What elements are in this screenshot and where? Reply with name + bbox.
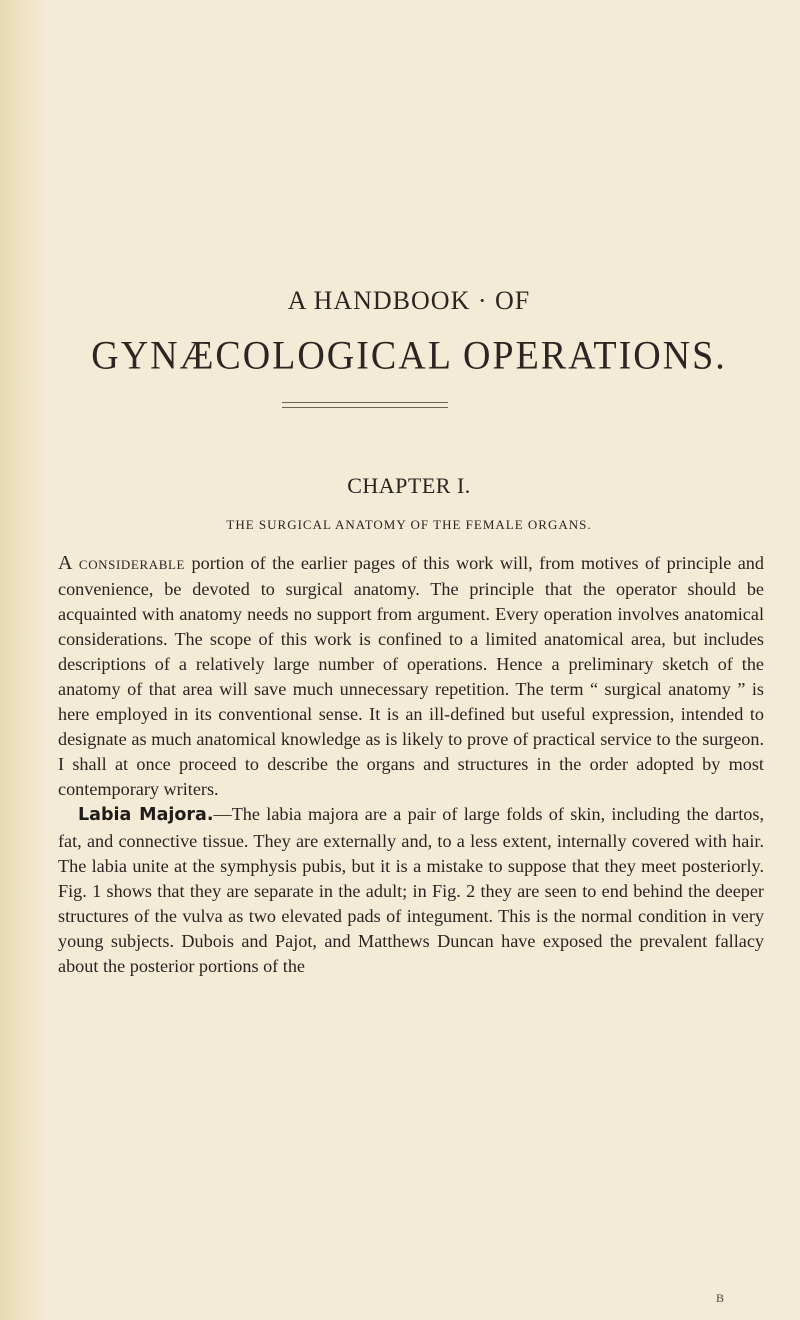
chapter-number: CHAPTER I. xyxy=(347,473,471,498)
paragraph-initial: A xyxy=(58,552,73,574)
title-divider-rule xyxy=(282,402,448,408)
paragraph-intro-text: portion of the earlier pages of this work will, from motives of principle and convenience, be devoted to surgical anatomy. The principle that the operator should be acquainted with anatomy needs no support from argument. Every operation involves anatomical considerations. The scope of this work is confined to a limited anatomical area, but includes descriptions of a relatively large number of operations. Hence a preliminary sketch of the anatomy of that area will save much unnecessary repetition. The term “ surgical anatomy ” is here employed in its conventional sense. It is an ill-defined but useful expression, intended to designate as much anatomical knowledge as is likely to prove of practical service to the surgeon. I shall at once proceed to describe the organs and structures in the order adopted by most contemporary writers. xyxy=(58,553,764,800)
page-binding-edge xyxy=(0,0,46,1320)
book-title-line-1: A HANDBOOK · OF xyxy=(287,286,531,315)
paragraph-intro xyxy=(58,551,764,802)
section-sidehead: Labia Majora. xyxy=(78,805,214,826)
paragraph-labia-majora xyxy=(58,802,764,978)
signature-mark: B xyxy=(716,1291,725,1305)
body-text xyxy=(58,551,764,979)
chapter-title: THE SURGICAL ANATOMY OF THE FEMALE ORGANS. xyxy=(226,517,592,532)
paragraph-labia-majora-text: —The labia majora are a pair of large folds of skin, including the dartos, fat, and connective tissue. They are externally and, to a less extent, internally covered with hair. The labia unite at the symphysis pubis, but it is a mistake to suppose that they meet posteriorly. Fig. 1 shows that they are separate in the adult; in Fig. 2 they are seen to end behind the deeper structures of the vulva as two elevated pads of integument. This is the normal condition in very young subjects. Dubois and Pajot, and Matthews Duncan have exposed the prevalent fallacy about the posterior portions of the xyxy=(58,804,764,976)
book-title-line-2: GYNÆCOLOGICAL OPERATIONS. xyxy=(91,333,727,379)
paragraph-lead-smallcaps: CONSIDERABLE xyxy=(78,557,186,572)
